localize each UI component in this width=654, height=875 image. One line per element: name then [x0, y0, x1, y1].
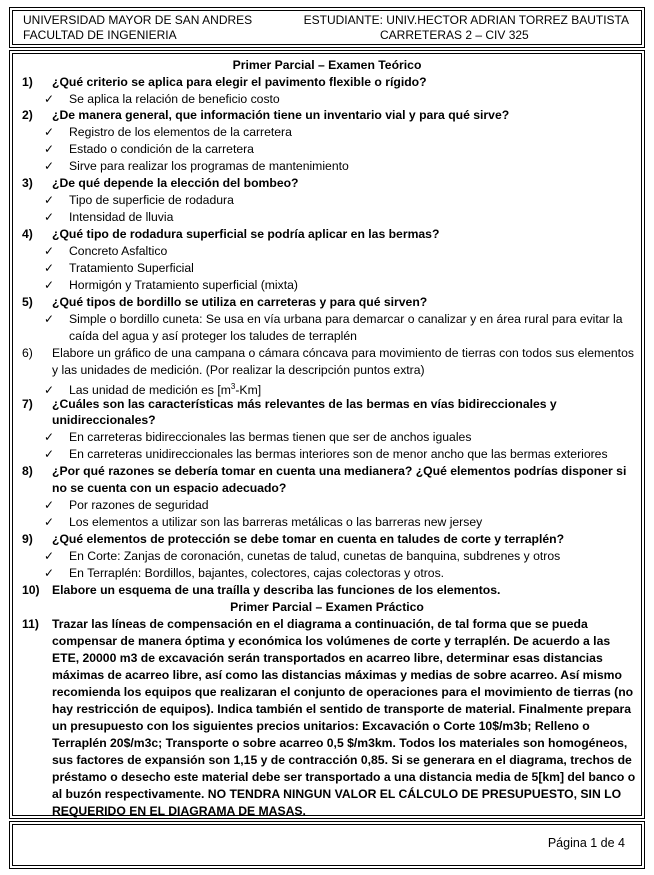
question-8: 8) ¿Por qué razones se debería tomar en cuenta una medianera? ¿Qué elementos podrías disponer si	[22, 464, 627, 478]
answer-item: ✓ Hormigón y Tratamiento superficial (mixta)	[44, 278, 298, 292]
answer-item: ✓ Tipo de superficie de rodadura	[44, 193, 234, 207]
question-9: 9) ¿Qué elementos de protección se debe tomar en cuenta en taludes de corte y terraplén?	[22, 532, 565, 546]
answer-item: ✓ En Terraplén: Bordillos, bajantes, colectores, cajas colectoras y otros.	[44, 566, 445, 580]
question-7-continued: unidireccionales?	[52, 413, 156, 427]
check-icon: ✓	[44, 92, 55, 106]
section-title-practice: Primer Parcial – Examen Práctico	[230, 600, 424, 614]
question-3: 3) ¿De qué depende la elección del bombeo?	[22, 176, 299, 190]
check-icon: ✓	[44, 498, 55, 512]
answer-item: ✓ Las unidad de medición es $[m^3-Km]$	[44, 382, 262, 398]
question-7: 7) ¿Cuáles son las características más relevantes de las bermas en vías bidireccionales y	[22, 397, 557, 411]
course-name: CARRETERAS 2 – CIV 325	[380, 28, 529, 42]
faculty-name: FACULTAD DE INGENIERIA	[23, 28, 177, 42]
question-5: 5) ¿Qué tipos de bordillo se utiliza en carreteras y para qué sirven?	[22, 295, 428, 309]
question-4: 4) ¿Qué tipo de rodadura superficial se podría aplicar en las bermas?	[22, 227, 440, 241]
check-icon: ✓	[44, 193, 55, 207]
check-icon: ✓	[44, 261, 55, 275]
answer-item: ✓ En carreteras bidireccionales las bermas tienen que ser de anchos iguales	[44, 430, 472, 444]
check-icon: ✓	[44, 549, 55, 563]
footer-box	[12, 824, 642, 866]
question-1: 1) ¿Qué criterio se aplica para elegir el pavimento flexible o rígido?	[22, 75, 427, 89]
check-icon: ✓	[44, 244, 55, 258]
answer-item: ✓ Intensidad de lluvia	[44, 210, 174, 224]
check-icon: ✓	[44, 278, 55, 292]
check-icon: ✓	[44, 312, 55, 326]
check-icon: ✓	[44, 447, 55, 461]
answer-item: ✓ Simple o bordillo cuneta: Se usa en vía urbana para demarcar o canalizar y en área rural para evitar la	[44, 312, 623, 326]
question-11-text: Trazar las líneas de compensación en el diagrama a continuación, de tal forma que se pueda compensar de manera óptima y económica los volúmenes de corte y terraplén. De acuerdo a las ETE, 20000 m3 de excavación serán transportados en acarreo libre, determinar esas distancias máximas de acarreo libre, así como las distancias máximas y medias de sobre acarreo. Así mismo recomienda los equipos que realizaran el conjunto de operaciones para el movimiento de tierras (no hay restricción de equipos). Indica también el sentido de transporte de material. Finalmente prepara un presupuesto con los siguientes precios unitarios: Excavación o Corte 10$/m3b; Relleno o Terraplén 20$/m3c; Transporte o sobre acarreo 0,5 $/m3km. Todos los materiales son homogéneos, sus factores de expansión son 1,15 y de contracción 0,85. Si se generara en el diagrama, trechos de préstamo o desecho este material debe ser transportado a una distancia media de 5[km] del banco o al buzón respectivamente. NO TENDRA NINGUN VALOR EL CÁLCULO DE PRESUPUESTO, SIN LO REQUERIDO EN EL DIAGRAMA DE MASAS.	[52, 617, 636, 818]
answer-item: ✓ Los elementos a utilizar son las barreras metálicas o las barreras new jersey	[44, 515, 483, 529]
check-icon: ✓	[44, 210, 55, 224]
question-11-number: 11)	[22, 617, 39, 631]
question-10: 10) Elabore un esquema de una traílla y describa las funciones de los elementos.	[22, 583, 501, 597]
exam-content-box	[12, 53, 642, 816]
check-icon: ✓	[44, 159, 55, 173]
university-name: UNIVERSIDAD MAYOR DE SAN ANDRES	[23, 13, 253, 27]
check-icon: ✓	[44, 383, 55, 398]
check-icon: ✓	[44, 515, 55, 529]
check-icon: ✓	[44, 430, 55, 444]
check-icon: ✓	[44, 125, 55, 139]
question-8-continued: no se cuenta con un espacio adecuado?	[52, 481, 287, 495]
student-name: ESTUDIANTE: UNIV.HECTOR ADRIAN TORREZ BAUTISTA	[303, 13, 629, 27]
answer-item: ✓ En carreteras unidireccionales las bermas interiores son de menor ancho que las bermas exteriores	[44, 447, 608, 461]
check-icon: ✓	[44, 566, 55, 580]
header-box	[12, 10, 642, 45]
answer-item: ✓ Sirve para realizar los programas de mantenimiento	[44, 159, 349, 173]
question-6-continued: y las unidades de medición. (Por realizar la descripción puntos extra)	[52, 363, 425, 377]
answer-item: ✓ Se aplica la relación de beneficio costo	[44, 92, 280, 106]
question-6: 6) Elabore un gráfico de una campana o cámara cóncava para movimiento de tierras con todos sus elementos	[22, 346, 634, 360]
answer-item: ✓ En Corte: Zanjas de coronación, cunetas de talud, cunetas de banquina, subdrenes y otros	[44, 549, 561, 563]
answer-item: ✓ Estado o condición de la carretera	[44, 142, 254, 156]
answer-item: ✓ Por razones de seguridad	[44, 498, 209, 512]
answer-item: ✓ Tratamiento Superficial	[44, 261, 194, 275]
answer-item: ✓ Registro de los elementos de la carretera	[44, 125, 292, 139]
answer-item: ✓ Concreto Asfaltico	[44, 244, 168, 258]
check-icon: ✓	[44, 142, 55, 156]
section-title-theory: Primer Parcial – Examen Teórico	[232, 58, 422, 72]
question-2: 2) ¿De manera general, que información tiene un inventario vial y para qué sirve?	[22, 108, 510, 122]
answer-item-continued: caída del agua y así proteger los taludes de terraplén	[69, 329, 357, 343]
page-number: Página 1 de 4	[547, 836, 625, 850]
